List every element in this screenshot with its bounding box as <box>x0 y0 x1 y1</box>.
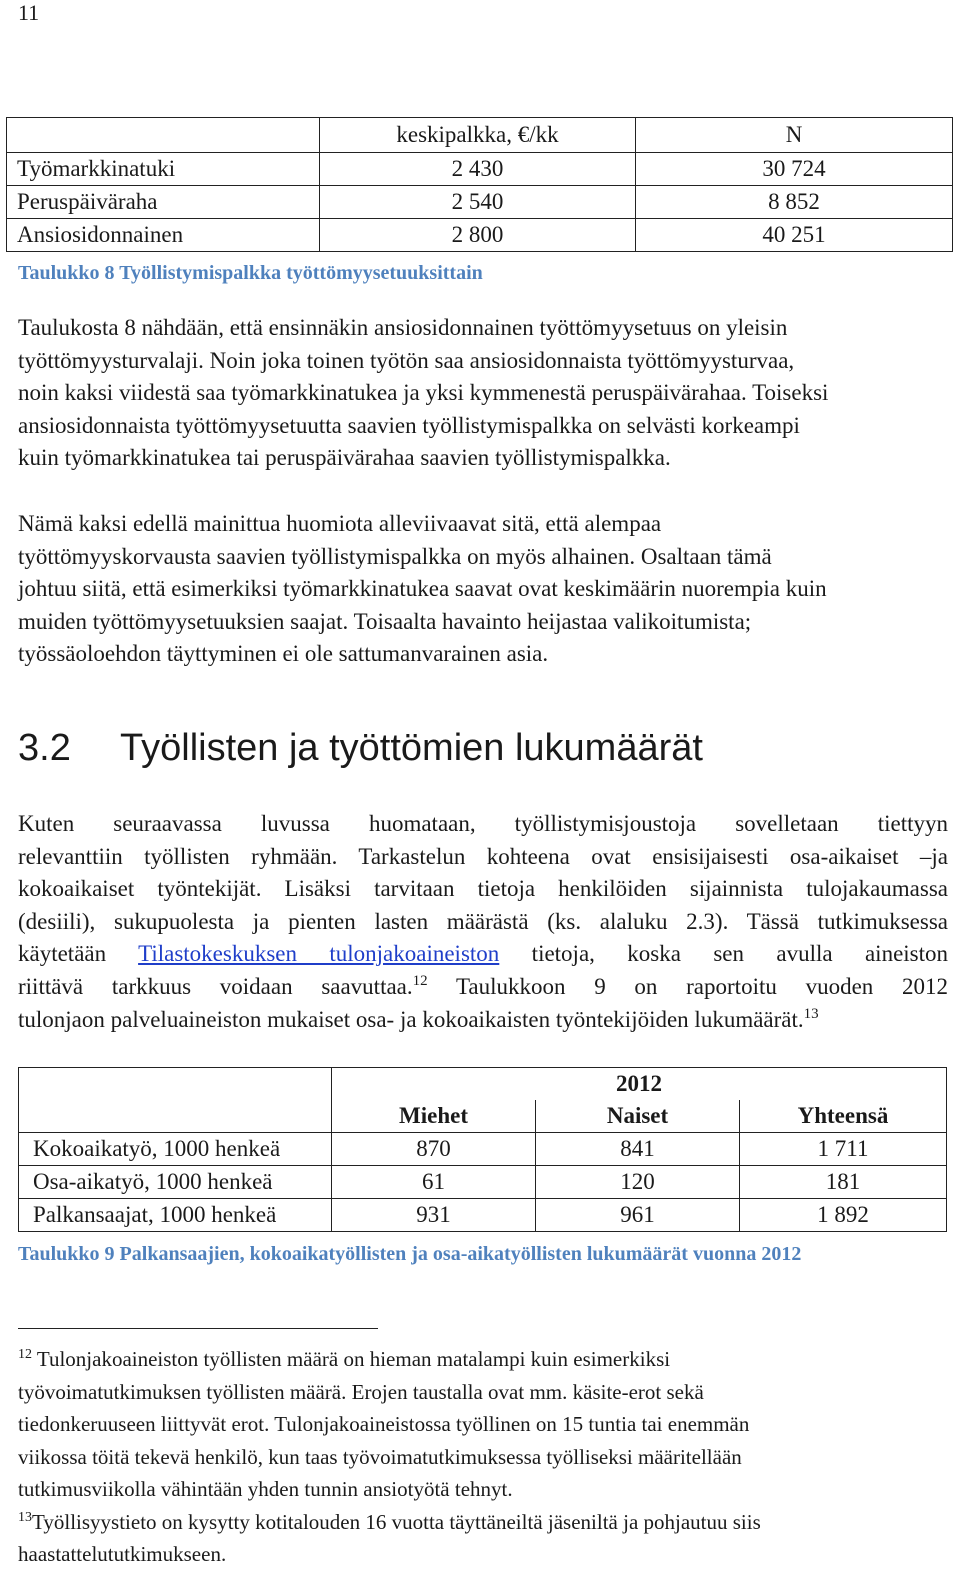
section-heading <box>18 727 703 770</box>
table-cell: 1 892 <box>740 1199 947 1232</box>
row-label: Työmarkkinatuki <box>7 153 320 186</box>
table-row <box>19 1133 947 1166</box>
paragraph-line <box>18 971 948 1004</box>
table-header-cell: Miehet <box>332 1100 536 1133</box>
paragraph-line: Kuten seuraavassa luvussa huomataan, työllistymisjoustoja sovelletaan tiettyyn <box>18 811 948 836</box>
table-cell: 961 <box>536 1199 740 1232</box>
paragraph-line <box>18 1004 948 1037</box>
text-segment: Taulukkoon 9 on raportoitu vuoden 2012 <box>427 973 948 999</box>
paragraph-line: kokoaikaiset työntekijät. Lisäksi tarvitaan tietoja henkilöiden sijainnista tulojakaumassa <box>18 876 948 902</box>
table-cell: 870 <box>332 1133 536 1166</box>
paragraph-line: työssäoloehdon täyttyminen ei ole sattumanvarainen asia. <box>18 641 549 667</box>
footnote-13 <box>18 1506 918 1539</box>
paragraph-line: työttömyyskorvausta saavien työllistymispalkka on myös alhainen. Osaltaan tämä <box>18 543 772 569</box>
footnotes <box>18 1343 918 1571</box>
paragraph-line: kuin työmarkkinatukea tai peruspäivärahaa saavien työllistymispalkka. <box>18 445 671 471</box>
text-segment: tietoja, koska sen avulla aineiston <box>499 941 949 967</box>
table-cell: 2 430 <box>320 153 636 186</box>
table-header-cell: N <box>636 118 953 153</box>
footnote-12 <box>18 1343 918 1376</box>
footnote-marker: 13 <box>18 1509 32 1525</box>
section-title: Työllisten ja työttömien lukumäärät <box>120 727 703 769</box>
table-header-row <box>7 118 953 153</box>
paragraph-line: johtuu siitä, että esimerkiksi työmarkkinatukea saavat ovat keskimäärin nuorempia kuin <box>18 576 827 602</box>
text-segment: käytetään <box>18 941 139 967</box>
row-label: Osa-aikatyö, 1000 henkeä <box>19 1166 332 1199</box>
footnote-divider <box>18 1328 378 1329</box>
paragraph-line: Taulukosta 8 nähdään, että ensinnäkin ansiosidonnainen työttömyysetuus on yleisin <box>18 315 788 340</box>
section-number: 3.2 <box>18 727 71 769</box>
paragraph-line: ansiosidonnaista työttömyysetuutta saavien työllistymispalkka on selvästi korkeampi <box>18 412 800 438</box>
table-row <box>19 1199 947 1232</box>
table-cell: 40 251 <box>636 219 953 252</box>
row-label: Kokoaikatyö, 1000 henkeä <box>19 1133 332 1166</box>
row-label: Peruspäiväraha <box>7 186 320 219</box>
paragraph-line: relevanttiin työllisten ryhmään. Tarkastelun kohteena ovat ensisijaisesti osa-aikaiset –ja <box>18 843 948 869</box>
table-8-caption: Taulukko 8 Työllistymispalkka työttömyysetuuksittain <box>18 262 483 284</box>
table-8 <box>6 117 953 252</box>
table-9 <box>18 1067 947 1232</box>
table-cell: 1 711 <box>740 1133 947 1166</box>
paragraph-line: muiden työttömyysetuuksien saajat. Toisaalta havainto heijastaa valikoitumista; <box>18 608 752 634</box>
paragraph-line: (desiili), sukupuolesta ja pienten lasten määrästä (ks. alaluku 2.3). Tässä tutkimuksessa <box>18 908 948 934</box>
footnote-line: Tulonjakoaineiston työllisten määrä on hieman matalampi kuin esimerkiksi <box>32 1347 671 1371</box>
table-corner-cell <box>19 1068 332 1101</box>
text-segment: tulonjaon palveluaineiston mukaiset osa- ja kokoaikaisten työntekijöiden lukumäärät. <box>18 1006 804 1032</box>
table-corner-cell <box>19 1100 332 1133</box>
footnote-line: viikossa töitä tekevä henkilö, kun taas työvoimatutkimuksessa työlliseksi määritellään <box>18 1444 742 1469</box>
footnote-line: Työllisyystieto on kysytty kotitalouden 16 vuotta täyttäneiltä jäseniltä ja pohjautuu siis <box>32 1509 761 1534</box>
paragraph-2 <box>18 508 948 671</box>
table-header-cell <box>7 118 320 153</box>
footnote-line: haastattelututkimukseen. <box>18 1542 227 1566</box>
table-cell: 2 800 <box>320 219 636 252</box>
table-row <box>7 219 953 252</box>
paragraph-line: Nämä kaksi edellä mainittua huomiota alleviivaavat sitä, että alempaa <box>18 511 662 536</box>
row-label: Ansiosidonnainen <box>7 219 320 252</box>
table-9-caption: Taulukko 9 Palkansaajien, kokoaikatyöllisten ja osa-aikatyöllisten lukumäärät vuonna 2012 <box>18 1243 802 1265</box>
paragraph-line: noin kaksi viidestä saa työmarkkinatukea ja yksi kymmenestä peruspäivärahaa. Toiseksi <box>18 380 829 406</box>
table-cell: 30 724 <box>636 153 953 186</box>
footnote-line: tutkimusviikolla vähintään yhden tunnin ansiotyötä tehnyt. <box>18 1477 513 1501</box>
footnote-ref-12[interactable]: 12 <box>412 972 428 989</box>
paragraph-line: työttömyysturvalaji. Noin joka toinen työtön saa ansiosidonnaista työttömyysturvaa, <box>18 347 795 373</box>
page-number: 11 <box>18 0 40 25</box>
table-cell: 8 852 <box>636 186 953 219</box>
table-year: 2012 <box>332 1068 947 1101</box>
footnote-line: tiedonkeruuseen liittyvät erot. Tulonjakoaineistossa työllinen on 15 tuntia tai enemmän <box>18 1412 750 1436</box>
footnote-ref-13[interactable]: 13 <box>803 1005 819 1022</box>
footnote-line: työvoimatutkimuksen työllisten määrä. Erojen taustalla ovat mm. käsite-erot sekä <box>18 1379 704 1404</box>
text-segment: riittävä tarkkuus voidaan saavuttaa. <box>18 973 413 999</box>
table-cell: 61 <box>332 1166 536 1199</box>
table-row <box>7 186 953 219</box>
table-cell: 181 <box>740 1166 947 1199</box>
paragraph-line <box>18 938 948 971</box>
paragraph-1 <box>18 312 948 475</box>
table-header-cell: Yhteensä <box>740 1100 947 1133</box>
table-cell: 2 540 <box>320 186 636 219</box>
table-year-row <box>19 1068 947 1101</box>
paragraph-3 <box>18 808 948 1036</box>
table-cell: 931 <box>332 1199 536 1232</box>
table-row <box>19 1166 947 1199</box>
table-header-cell: Naiset <box>536 1100 740 1133</box>
footnote-marker: 12 <box>18 1347 32 1362</box>
table-header-cell: keskipalkka, €/kk <box>320 118 636 153</box>
row-label: Palkansaajat, 1000 henkeä <box>19 1199 332 1232</box>
table-header-row <box>19 1100 947 1133</box>
table-cell: 120 <box>536 1166 740 1199</box>
tilastokeskus-link[interactable]: Tilastokeskuksen tulonjakoaineiston <box>138 941 500 967</box>
table-cell: 841 <box>536 1133 740 1166</box>
table-row <box>7 153 953 186</box>
